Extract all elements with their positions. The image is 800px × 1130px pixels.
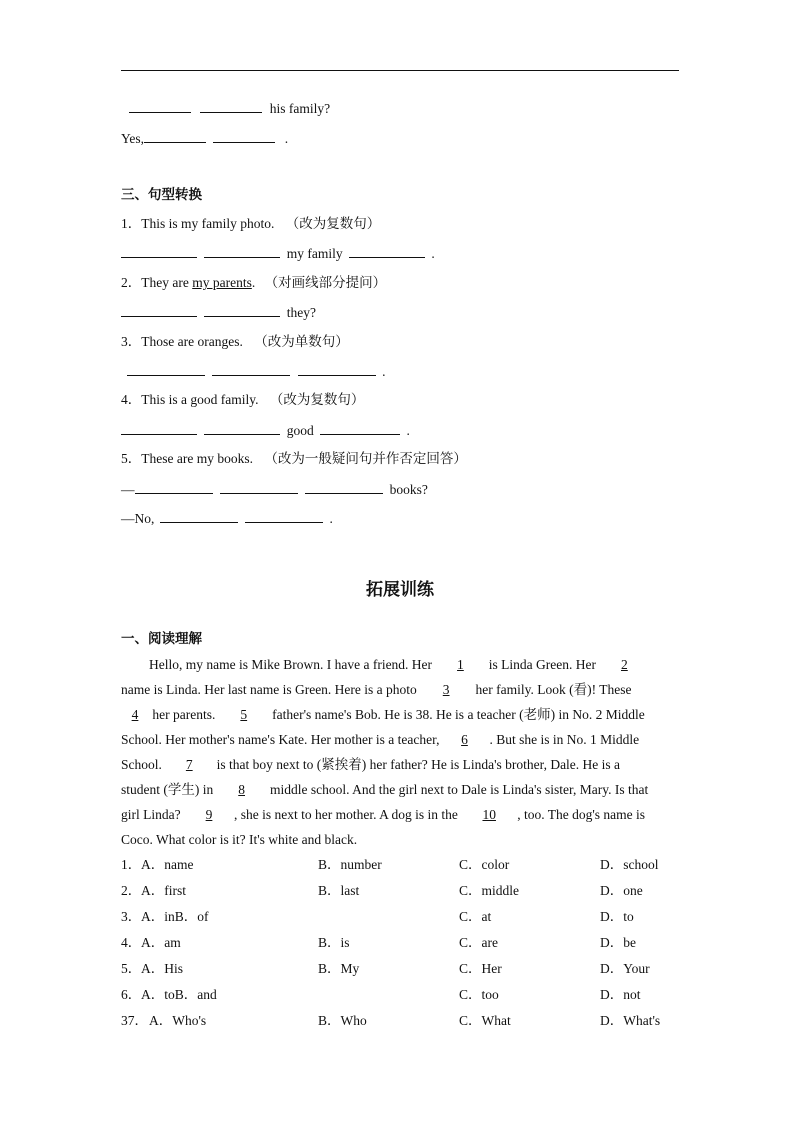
answer-prefix: —No, [121, 511, 155, 526]
answer-blank[interactable] [204, 303, 280, 317]
answer-blank[interactable] [320, 421, 400, 435]
answer-end: they? [286, 305, 316, 320]
answer-blank[interactable] [160, 509, 238, 523]
answer-text: good [286, 423, 314, 438]
answer-blank[interactable] [127, 362, 205, 376]
cloze-blank[interactable]: 5 [240, 707, 248, 722]
passage-text: is that boy next to (紧挨着) her father? He is Linda's brother, Dale. He is a [213, 757, 621, 772]
option-c[interactable]: C．are [459, 935, 498, 950]
answer-blank[interactable] [121, 421, 197, 435]
answer-blank[interactable] [204, 421, 280, 435]
answer-end: . [406, 423, 410, 438]
answer-end: . [329, 511, 333, 526]
option-a[interactable]: A．inB．of [141, 909, 209, 924]
passage-text: middle school. And the girl next to Dale is Linda's sister, Mary. Is that [266, 782, 649, 797]
page-title: 拓展训练 [366, 580, 434, 600]
option-a[interactable]: A．am [141, 935, 181, 950]
option-d[interactable]: D．What's [600, 1013, 661, 1028]
option-d[interactable]: D．one [600, 883, 643, 898]
answer-end: . [382, 364, 386, 379]
passage-text: father's name's Bob. He is 38. He is a teacher (老师) in No. 2 Middle [268, 707, 645, 722]
instruction-note: （改为复数句） [285, 216, 381, 231]
exercise-answer [121, 480, 428, 499]
question-number: 1． [121, 857, 142, 872]
passage-text: student (学生) in [121, 782, 217, 797]
option-b[interactable]: B．is [318, 935, 350, 950]
cloze-blank[interactable]: 1 [457, 657, 464, 672]
passage-line [121, 681, 681, 699]
instruction-note: （对画线部分提问） [264, 275, 387, 290]
cloze-blank[interactable]: 3 [442, 682, 450, 697]
answer-blank[interactable] [245, 509, 323, 523]
option-a[interactable]: A．first [141, 883, 186, 898]
instruction-note: （改为一般疑问句并作否定回答） [264, 451, 467, 466]
header-rule [121, 70, 679, 71]
passage-text: girl Linda? [121, 807, 184, 822]
cloze-blank[interactable]: 6 [461, 732, 468, 747]
question-number: 37． [121, 1013, 148, 1028]
option-d[interactable]: D．Your [600, 961, 650, 976]
answer-text: my family [286, 246, 343, 261]
question-fragment [121, 99, 330, 118]
exercise-prompt [121, 274, 386, 292]
cloze-blank[interactable]: 9 [205, 807, 213, 822]
option-c[interactable]: C．at [459, 909, 492, 924]
option-b[interactable]: B．Who [318, 1013, 367, 1028]
option-a[interactable]: A．Who's [149, 1013, 207, 1028]
answer-end: . [284, 131, 289, 146]
option-c[interactable]: C．Her [459, 961, 502, 976]
question-number: 4． [121, 935, 142, 950]
answer-blank[interactable] [349, 244, 425, 258]
option-a[interactable]: A．His [141, 961, 184, 976]
exercise-answer [121, 509, 333, 528]
passage-line [121, 831, 681, 849]
instruction-note: （改为单数句） [254, 334, 349, 349]
answer-blank[interactable] [200, 99, 262, 113]
passage-text: Hello, my name is Mike Brown. I have a friend. Her [149, 657, 436, 672]
answer-blank[interactable] [204, 244, 280, 258]
prompt-text: 2．They are [121, 275, 193, 290]
option-a[interactable]: A．toB．and [141, 987, 217, 1002]
cloze-blank[interactable]: 10 [482, 807, 496, 822]
answer-blank[interactable] [212, 362, 290, 376]
option-d[interactable]: D．be [600, 935, 636, 950]
question-number: 3． [121, 909, 142, 924]
exercise-prompt [121, 215, 380, 233]
passage-text: Coco. What color is it? It's white and black. [121, 832, 358, 847]
passage-text: School. Her mother's name's Kate. Her mother is a teacher, [121, 732, 440, 747]
passage-line [121, 806, 681, 824]
question-number: 5． [121, 961, 142, 976]
passage-line [149, 656, 709, 674]
answer-blank[interactable] [129, 99, 191, 113]
cloze-blank[interactable]: 2 [621, 657, 628, 672]
passage-text: her family. Look (看)! These [472, 682, 635, 697]
exercise-answer [121, 362, 386, 381]
option-c[interactable]: C．What [459, 1013, 511, 1028]
prompt-text: 1．This is my family photo. [121, 216, 275, 231]
passage-line [121, 756, 681, 774]
answer-fragment [121, 129, 288, 148]
question-text: his family? [269, 101, 331, 116]
cloze-blank[interactable]: 7 [185, 757, 193, 772]
exercise-prompt [121, 391, 364, 409]
passage-text: her parents. [149, 707, 219, 722]
answer-blank[interactable] [213, 129, 275, 143]
option-d[interactable]: D．to [600, 909, 634, 924]
exercise-answer [121, 244, 435, 263]
cloze-blank[interactable]: 8 [238, 782, 245, 797]
prompt-text: . [251, 275, 256, 290]
answer-blank[interactable] [121, 303, 197, 317]
section-heading: 三、句型转换 [121, 187, 202, 203]
answer-prefix: Yes, [121, 131, 145, 146]
section-heading: 一、阅读理解 [121, 631, 202, 647]
answer-blank[interactable] [121, 244, 197, 258]
exercise-answer [121, 421, 410, 440]
passage-text: is Linda Green. Her [485, 657, 600, 672]
question-number: 6． [121, 987, 142, 1002]
answer-blank[interactable] [298, 362, 376, 376]
answer-end: books? [389, 482, 428, 497]
answer-blank[interactable] [305, 480, 383, 494]
passage-text: School. [121, 757, 166, 772]
passage-line [121, 706, 681, 724]
option-c[interactable]: C．color [459, 857, 510, 872]
prompt-text: 3．Those are oranges. [121, 334, 243, 349]
instruction-note: （改为复数句） [269, 392, 365, 407]
exercise-answer [121, 303, 316, 322]
passage-text: , she is next to her mother. A dog is in the [233, 807, 462, 822]
passage-text: name is Linda. Her last name is Green. Here is a photo [121, 682, 421, 697]
underlined-phrase: my parents [192, 275, 252, 290]
option-d[interactable]: D．not [600, 987, 641, 1002]
option-b[interactable]: B．My [318, 961, 360, 976]
passage-text: , too. The dog's name is [517, 807, 646, 822]
option-c[interactable]: C．middle [459, 883, 519, 898]
passage-text: . But she is in No. 1 Middle [489, 732, 640, 747]
answer-blank[interactable] [135, 480, 213, 494]
passage-line [121, 731, 681, 749]
option-b[interactable]: B．last [318, 883, 360, 898]
cloze-blank[interactable]: 4 [131, 707, 139, 722]
option-a[interactable]: A．name [141, 857, 194, 872]
option-c[interactable]: C．too [459, 987, 499, 1002]
answer-blank[interactable] [220, 480, 298, 494]
passage-line [121, 781, 681, 799]
question-number: 2． [121, 883, 142, 898]
dash: — [121, 482, 135, 497]
answer-end: . [431, 246, 435, 261]
prompt-text: 5．These are my books. [121, 451, 253, 466]
answer-blank[interactable] [144, 129, 206, 143]
exercise-prompt [121, 333, 349, 351]
option-d[interactable]: D．school [600, 857, 659, 872]
option-b[interactable]: B．number [318, 857, 382, 872]
prompt-text: 4．This is a good family. [121, 392, 259, 407]
exercise-prompt [121, 450, 467, 468]
